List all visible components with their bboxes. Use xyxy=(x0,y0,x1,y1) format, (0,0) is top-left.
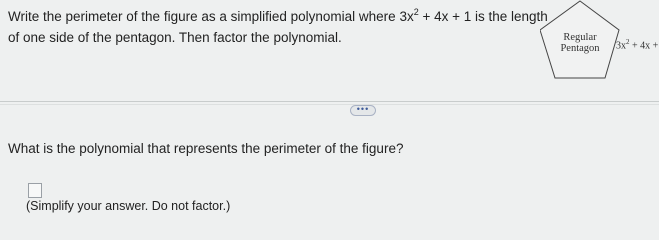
side-length-label: $3x^2 + 4x$ + xyxy=(616,38,659,52)
section-divider-shadow xyxy=(0,104,659,105)
pentagon-figure xyxy=(540,0,659,92)
prompt-text-end: is the length xyxy=(471,9,548,24)
answer-input[interactable] xyxy=(28,183,42,198)
expand-more-button[interactable]: ••• xyxy=(350,105,376,116)
answer-instruction: (Simplify your answer. Do not factor.) xyxy=(26,199,231,213)
problem-statement xyxy=(8,6,548,48)
question-text: What is the polynomial that represents the perimeter of the figure? xyxy=(8,141,404,156)
pentagon-label: Regular Pentagon xyxy=(560,32,600,54)
side-length-expression: $3x^2 + 4x + 1$ xyxy=(399,6,472,24)
section-divider xyxy=(0,101,659,102)
prompt-text-start: Write the perimeter of the figure as a simplified polynomial where xyxy=(8,9,400,24)
prompt-text-line2: of one side of the pentagon. Then factor the polynomial. xyxy=(8,30,342,45)
